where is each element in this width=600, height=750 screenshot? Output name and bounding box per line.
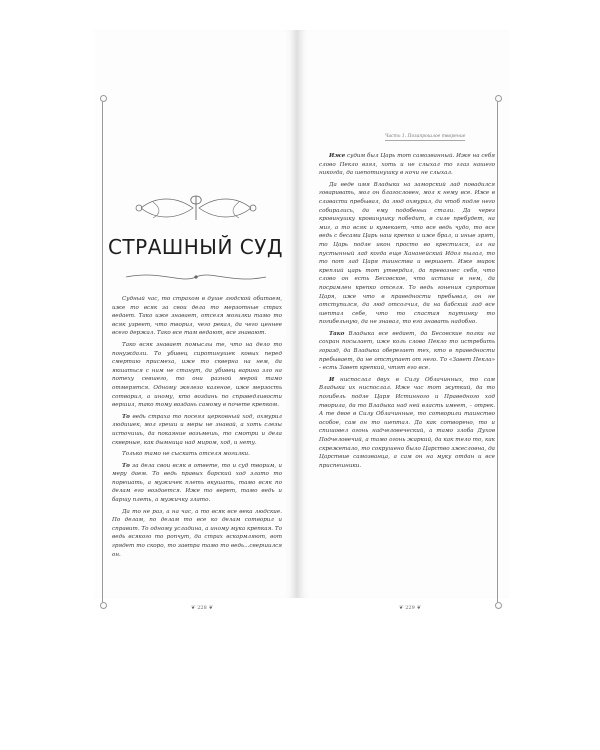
right-border-line bbox=[497, 102, 498, 602]
paragraph: Тако Владыка все ведает, да Бесовские полки на сохран посылает, иже коль слово Пекло то истребить горазд, да Владыка оберегает тех, кто в праведности пребывает, да не отступает от него. То «Завет Пекла» - есть Завет крепкий, чтят его все. bbox=[319, 330, 495, 372]
paragraph: Тако всяк знавает помыслы те, что на дело то понуждали. То убивец сиротинушек ковых перед смертию присмеха, иже то скверна на нем, да якшаться с ним не станут, да убивец варина зло на потеху севшего, то они разной мерой тамо отмерятся. Одному железо каленое, иже мерзость сотворил, а иному, кто воздань по справедливости вершил, тако тому воздань самому в почете крепком. bbox=[112, 341, 282, 409]
paragraph: То ведь страха то посеял церковный ход, охмурил людишек, мол греши и меры не знавай, а хоть слезы источишь, да покаяние возьмешь, то смотри и дела скверные, как дымница над миром, ход, и нету. bbox=[112, 413, 282, 446]
chapter-title: СТРАШНЫЙ СУД bbox=[107, 235, 284, 259]
paragraph: Да то не раз, а на час, а то всяк все века людские. По делам, по делам то все ко делам сотворил и справит. То одному усладина, а иному мука крепкая. То ведь всякого то ропчут, да страх вскормляют, вот грядет то скоро, то завтра тамо то ведь...свершился он. bbox=[112, 508, 282, 558]
page-number: ❦ 229 ❦ bbox=[397, 605, 423, 611]
right-page-text bbox=[319, 152, 495, 473]
title-underline-ornament bbox=[121, 270, 271, 284]
paragraph: Иже судим был Царь тот самозванный. Иже на себя слово Пекло взял, хоть и не слыхал то глаз нашего никогда, да шепотинушку в ночи не слыхал. bbox=[319, 153, 495, 177]
paragraph: То за дела свои всяк в ответе, то и суд творим, и меру даем. То ведь правых барский ход злато то порешать, а мужичек плеть вкушать, тамо всяк по делам его воздается. Иже то верет, тамо ведь и баршу плеть, а мужичку злато. bbox=[112, 462, 282, 504]
paragraph: Только тамо не сыскать отселя могилки. bbox=[122, 451, 250, 458]
left-border-line bbox=[102, 102, 103, 602]
paragraph: Да веде имя Владыки на заморский лад повадился говаривать, мол он благословен, мол к нему все. Иже в славасти пребывал, да люд охмурил, да чтоб подле него собирались, да ему подобеньи стали. Да через кровинушку кровинушку победит, в силе пребудет, на миг, а то всяк и кумекает, что все ведь чудо, то все ведь с бесами Царь наш крепко и иже брал, и иные зрят, то Царь подле икон просто во крестился, ал на пустынный лад когда еще Хананейский Идол пылал, то то пот лад Царя таинства и вершает. Иже мирок креплий царь тот утвердил, да превознес себя, что слово он есть Бесовское, что истина в нем, да посрамлен крепко отселя. То ведь гонения супротив Царя, иже что в праведности пребывал, он не отступился, да люд отсолчил, да на бабский лад все шептал себе, что то спастая паутинку то погибельную, да не знавал, то его знавать надобно. bbox=[319, 181, 495, 326]
right-page bbox=[297, 30, 509, 611]
left-page bbox=[94, 30, 298, 611]
page-number: ❦ 228 ❦ bbox=[189, 605, 215, 611]
title-ornament bbox=[131, 188, 261, 228]
left-page-text bbox=[112, 295, 282, 562]
paragraph: И ниспослал двух в Силу Облачинных, то сам Владыка их ниспослал. Иже час тот жуткий, да то погибель подле Царя Истинного и Праведного ход творила, да то Владыка над ней власть имеет, – отрек. А те двое в Силу Облачинные, то сотворили таинство особое, сам он то шептал. Да как сотворено, то и спишовел огонь надчеловеческий, а тамо злоба Духов Подчеловечий, а тамо огонь жаркий, да как тело то, как скрежетало, то сокрушено было Царство зжесловна, да Царствие самозванца, а сам он на муку отдан и все приспешники. bbox=[319, 376, 495, 469]
paragraph: Судный час, то страхом в душе людской обитаем, иже то всяк за свои дела то мерзотные страх ведает. Тако иже знавает, отселя могилки тамо то всяк узреет, что творил, чего рекал, да чего ценнее всего держал. Тако все там ведают, все знавают. bbox=[112, 296, 282, 337]
running-head: Часть 1. Позапрошлое творение bbox=[385, 134, 466, 139]
